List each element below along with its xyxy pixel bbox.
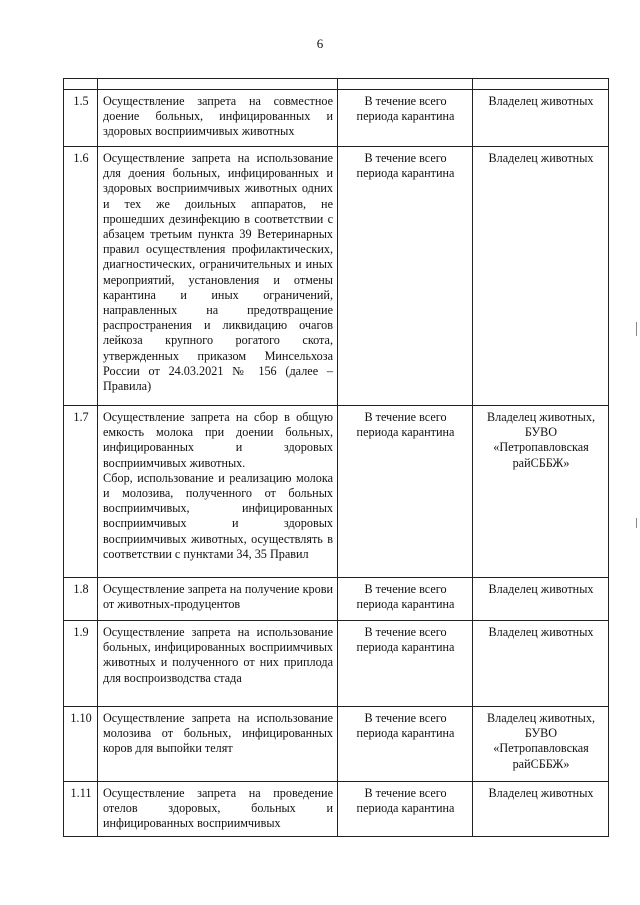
row-number: 1.6 bbox=[64, 147, 98, 406]
row-responsible: Владелец животных, БУВО «Петропавловская райСББЖ» bbox=[473, 406, 609, 578]
table-row bbox=[64, 90, 609, 147]
header-cell bbox=[338, 79, 473, 90]
row-number: 1.9 bbox=[64, 621, 98, 707]
row-action: Осуществление запрета на проведение отелов здоровых, больных и инфицированных восприимчивых bbox=[98, 782, 338, 837]
table-row bbox=[64, 782, 609, 837]
header-cell bbox=[473, 79, 609, 90]
row-number: 1.5 bbox=[64, 90, 98, 147]
row-term: В течение всего периода карантина bbox=[338, 406, 473, 578]
row-responsible: Владелец животных bbox=[473, 782, 609, 837]
header-cell bbox=[64, 79, 98, 90]
row-term: В течение всего периода карантина bbox=[338, 90, 473, 147]
scan-margin-mark bbox=[636, 518, 637, 528]
row-responsible: Владелец животных bbox=[473, 90, 609, 147]
header-cell bbox=[98, 79, 338, 90]
row-number: 1.8 bbox=[64, 578, 98, 621]
row-action: Осуществление запрета на использование молозива от больных, инфицированных коров для выпойки телят bbox=[98, 707, 338, 782]
scan-margin-mark bbox=[636, 322, 637, 336]
table-row bbox=[64, 707, 609, 782]
table-continuation-header bbox=[64, 79, 609, 90]
row-responsible: Владелец животных bbox=[473, 578, 609, 621]
page-number: 6 bbox=[316, 36, 324, 51]
row-number: 1.7 bbox=[64, 406, 98, 578]
row-responsible: Владелец животных, БУВО «Петропавловская райСББЖ» bbox=[473, 707, 609, 782]
row-action: Осуществление запрета на совместное доение больных, инфицированных и здоровых восприимчивых животных bbox=[98, 90, 338, 147]
row-number: 1.11 bbox=[64, 782, 98, 837]
table-row bbox=[64, 578, 609, 621]
measures-table bbox=[63, 78, 609, 837]
row-term: В течение всего периода карантина bbox=[338, 578, 473, 621]
table-row bbox=[64, 621, 609, 707]
row-action: Осуществление запрета на сбор в общую емкость молока при доении больных, инфицированных и здоровых восприимчивых животных. Сбор, использование и реализацию молока и молозива, полученного от больных восприимчивых, инфицированных восприимчивых и здоровых восприимчивых животных, осуществлять в соответствии с пунктами 34, 35 Правил bbox=[98, 406, 338, 578]
row-term: В течение всего периода карантина bbox=[338, 707, 473, 782]
row-action: Осуществление запрета на использование для доения больных, инфицированных и здоровых восприимчивых животных одних и тех же доильных аппаратов, не прошедших дезинфекцию в соответствии с абзацем третьим пункта 39 Ветеринарных правил осуществления профилактических, диагностических, ограничительных и иных мероприятий, установления и отмены карантина и иных ограничений, направленных на предотвращение распространения и ликвидацию очагов лейкоза крупного рогатого скота, утвержденных приказом Минсельхоза России от 24.03.2021 № 156 (далее – Правила) bbox=[98, 147, 338, 406]
row-responsible: Владелец животных bbox=[473, 621, 609, 707]
row-responsible: Владелец животных bbox=[473, 147, 609, 406]
table-row bbox=[64, 406, 609, 578]
row-term: В течение всего периода карантина bbox=[338, 621, 473, 707]
row-term: В течение всего периода карантина bbox=[338, 147, 473, 406]
table-row bbox=[64, 147, 609, 406]
row-term: В течение всего периода карантина bbox=[338, 782, 473, 837]
row-action: Осуществление запрета на получение крови от животных-продуцентов bbox=[98, 578, 338, 621]
row-action: Осуществление запрета на использование больных, инфицированных восприимчивых животных и полученного от них приплода для воспроизводства стада bbox=[98, 621, 338, 707]
row-number: 1.10 bbox=[64, 707, 98, 782]
